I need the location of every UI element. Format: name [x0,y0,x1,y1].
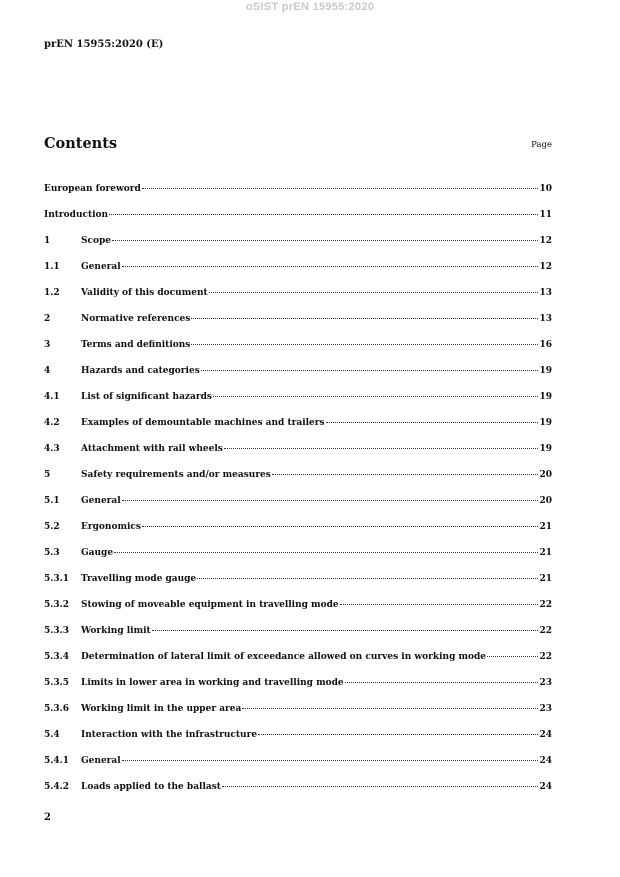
toc-entry-title: List of significant hazards [81,392,212,402]
toc-entry-title: Working limit in the upper area [81,704,242,714]
toc-entry-number: 4.2 [44,418,60,428]
toc-entry-page: 22 [539,652,552,662]
toc-entry[interactable] [44,704,552,730]
toc-entry[interactable] [44,366,552,392]
toc-dot-leader [340,604,539,605]
toc-entry-number: 1 [44,236,51,246]
toc-entry-title: Scope [81,236,112,246]
toc-dot-leader [201,370,539,371]
toc-entry-number: 5.3.5 [44,678,70,688]
toc-entry-page: 24 [539,730,552,740]
toc-entry-page: 19 [539,444,552,454]
toc-dot-leader [345,682,539,683]
toc-entry-page: 23 [539,678,552,688]
toc-entry-number: 4 [44,366,51,376]
toc-dot-leader [242,708,538,709]
toc-dot-leader [197,578,538,579]
toc-entry-title: Interaction with the infrastructure [81,730,258,740]
watermark: oSIST prEN 15955:2020 [245,1,375,13]
toc-entry-number: 1.1 [44,262,60,272]
toc-entry[interactable] [44,236,552,262]
toc-dot-leader [142,526,539,527]
toc-entry[interactable] [44,522,552,548]
page-number: 2 [44,812,51,823]
toc-entry-number: 5.4.2 [44,782,70,792]
toc-entry-title: Normative references [81,314,191,324]
toc-entry-title: Travelling mode gauge [81,574,197,584]
toc-entry-title: Gauge [81,548,114,558]
toc-entry[interactable] [44,652,552,678]
toc-entry-number: 5.3.3 [44,626,70,636]
toc-entry-page: 24 [539,782,552,792]
toc-entry-title: Terms and definitions [81,340,191,350]
toc-dot-leader [142,188,539,189]
toc-dot-leader [487,656,538,657]
toc-entry-page: 16 [539,340,552,350]
toc-entry-title: Hazards and categories [81,366,200,376]
toc-entry[interactable] [44,782,552,808]
toc-entry[interactable] [44,314,552,340]
toc-dot-leader [258,734,538,735]
toc-entry-title: European foreword [44,184,141,194]
toc-entry-page: 21 [539,522,552,532]
toc-entry-page: 12 [539,236,552,246]
table-of-contents [44,184,552,808]
toc-entry-number: 5.4.1 [44,756,70,766]
toc-entry-page: 23 [539,704,552,714]
toc-entry-number: 4.3 [44,444,60,454]
toc-entry-number: 5.3.2 [44,600,70,610]
toc-entry-number: 5.2 [44,522,60,532]
toc-dot-leader [122,760,539,761]
toc-entry-title: General [81,262,121,272]
toc-dot-leader [326,422,539,423]
toc-entry[interactable] [44,548,552,574]
toc-entry[interactable] [44,574,552,600]
toc-dot-leader [272,474,539,475]
toc-entry-title: General [81,756,121,766]
toc-entry-title: Determination of lateral limit of exceedance allowed on curves in working mode [81,652,487,662]
toc-entry-number: 5.1 [44,496,60,506]
page-column-label: Page [531,140,552,150]
toc-entry-title: Stowing of moveable equipment in travelling mode [81,600,339,610]
toc-entry-page: 12 [539,262,552,272]
toc-dot-leader [112,240,538,241]
toc-entry-page: 20 [539,470,552,480]
toc-entry-page: 19 [539,366,552,376]
toc-entry-number: 2 [44,314,51,324]
toc-entry[interactable] [44,340,552,366]
toc-entry-page: 24 [539,756,552,766]
toc-entry-number: 4.1 [44,392,60,402]
toc-entry[interactable] [44,730,552,756]
toc-entry-page: 22 [539,600,552,610]
toc-entry-number: 5.3.6 [44,704,70,714]
toc-entry-number: 5.3 [44,548,60,558]
toc-entry-page: 21 [539,574,552,584]
toc-entry-title: Examples of demountable machines and trailers [81,418,325,428]
toc-entry-title: Introduction [44,210,109,220]
toc-entry[interactable] [44,392,552,418]
toc-dot-leader [222,786,539,787]
toc-entry-title: General [81,496,121,506]
toc-entry-page: 13 [539,314,552,324]
toc-entry[interactable] [44,288,552,314]
toc-dot-leader [122,266,539,267]
toc-entry-number: 5 [44,470,51,480]
toc-entry-number: 5.4 [44,730,60,740]
toc-entry[interactable] [44,496,552,522]
toc-entry-title: Loads applied to the ballast [81,782,221,792]
contents-title: Contents [44,135,118,152]
toc-entry[interactable] [44,210,552,236]
toc-entry-page: 21 [539,548,552,558]
toc-entry-number: 3 [44,340,51,350]
document-id: prEN 15955:2020 (E) [44,39,164,50]
toc-entry[interactable] [44,678,552,704]
toc-entry[interactable] [44,600,552,626]
toc-entry[interactable] [44,626,552,652]
toc-entry-title: Working limit [81,626,151,636]
toc-dot-leader [152,630,539,631]
toc-entry-page: 10 [539,184,552,194]
toc-dot-leader [191,344,538,345]
toc-dot-leader [109,214,538,215]
toc-entry-number: 5.3.1 [44,574,70,584]
toc-entry[interactable] [44,262,552,288]
toc-entry-title: Ergonomics [81,522,141,532]
toc-entry-title: Attachment with rail wheels [81,444,223,454]
toc-entry-number: 5.3.4 [44,652,70,662]
toc-dot-leader [114,552,538,553]
toc-entry[interactable] [44,470,552,496]
toc-dot-leader [224,448,539,449]
toc-entry[interactable] [44,444,552,470]
toc-dot-leader [122,500,539,501]
toc-entry-title: Validity of this document [81,288,208,298]
toc-entry[interactable] [44,418,552,444]
toc-entry-number: 1.2 [44,288,60,298]
toc-entry-page: 22 [539,626,552,636]
toc-entry-page: 19 [539,392,552,402]
toc-dot-leader [213,396,539,397]
toc-entry[interactable] [44,184,552,210]
toc-entry[interactable] [44,756,552,782]
toc-entry-page: 11 [539,210,552,220]
toc-entry-title: Safety requirements and/or measures [81,470,271,480]
toc-dot-leader [191,318,538,319]
toc-entry-title: Limits in lower area in working and travelling mode [81,678,344,688]
toc-entry-page: 19 [539,418,552,428]
toc-dot-leader [209,292,539,293]
toc-entry-page: 13 [539,288,552,298]
toc-entry-page: 20 [539,496,552,506]
